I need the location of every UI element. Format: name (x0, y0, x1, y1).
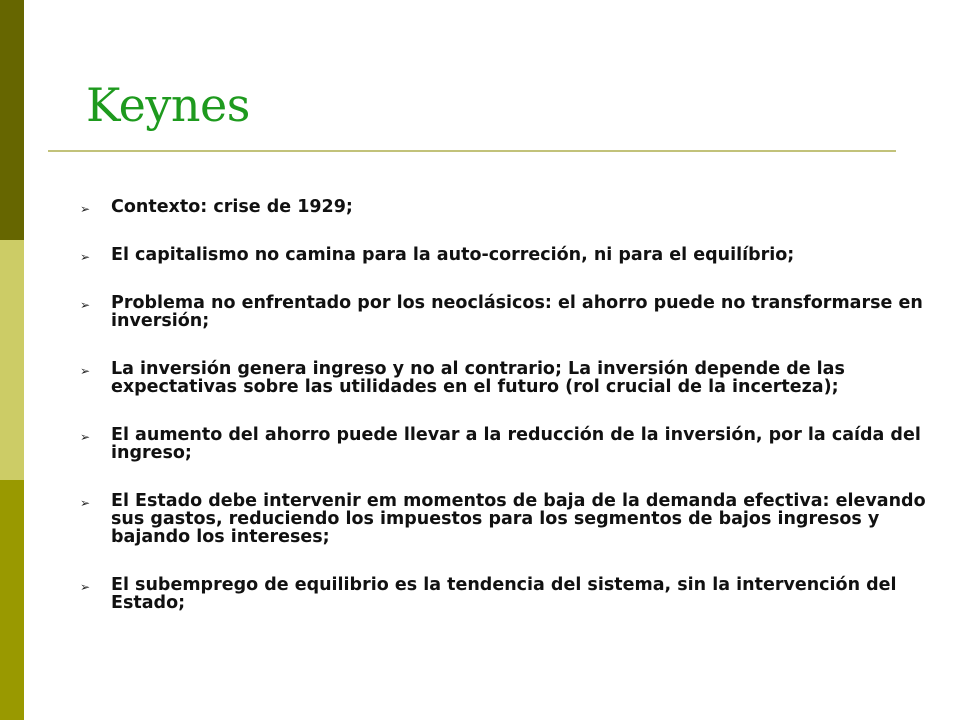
bullet-item (74, 492, 954, 546)
arrow-bullet-icon: ➢ (80, 580, 91, 594)
slide-title: Keynes (86, 78, 250, 132)
sidebar-accent-top (0, 0, 24, 240)
bullet-item (74, 246, 954, 264)
arrow-bullet-icon: ➢ (80, 364, 91, 378)
arrow-bullet-icon: ➢ (80, 496, 91, 510)
bullet-text: El capitalismo no camina para la auto-correción, ni para el equilíbrio; (111, 245, 795, 265)
bullet-text: Contexto: crise de 1929; (111, 197, 353, 217)
arrow-bullet-icon: ➢ (80, 298, 91, 312)
bullet-list (74, 198, 954, 642)
bullet-item (74, 198, 954, 216)
bullet-item (74, 360, 954, 396)
title-divider (48, 150, 896, 152)
bullet-text: La inversión genera ingreso y no al contrario; La inversión depende de las expectativas sobre las utilidades en el futuro (rol crucial de la incerteza); (111, 359, 845, 397)
sidebar-accent-bottom (0, 480, 24, 720)
arrow-bullet-icon: ➢ (80, 430, 91, 444)
bullet-text: Problema no enfrentado por los neoclásicos: el ahorro puede no transformarse en inversión; (111, 293, 923, 331)
arrow-bullet-icon: ➢ (80, 202, 91, 216)
arrow-bullet-icon: ➢ (80, 250, 91, 264)
bullet-text: El Estado debe intervenir em momentos de baja de la demanda efectiva: elevando sus gastos, reduciendo los impuestos para los segmentos de bajos ingresos y bajando los intereses; (111, 491, 926, 547)
bullet-text: El subemprego de equilibrio es la tendencia del sistema, sin la intervención del Estado; (111, 575, 897, 613)
sidebar-accent-middle (0, 240, 24, 480)
bullet-text: El aumento del ahorro puede llevar a la reducción de la inversión, por la caída del ingreso; (111, 425, 921, 463)
bullet-item (74, 576, 954, 612)
bullet-item (74, 426, 954, 462)
bullet-item (74, 294, 954, 330)
